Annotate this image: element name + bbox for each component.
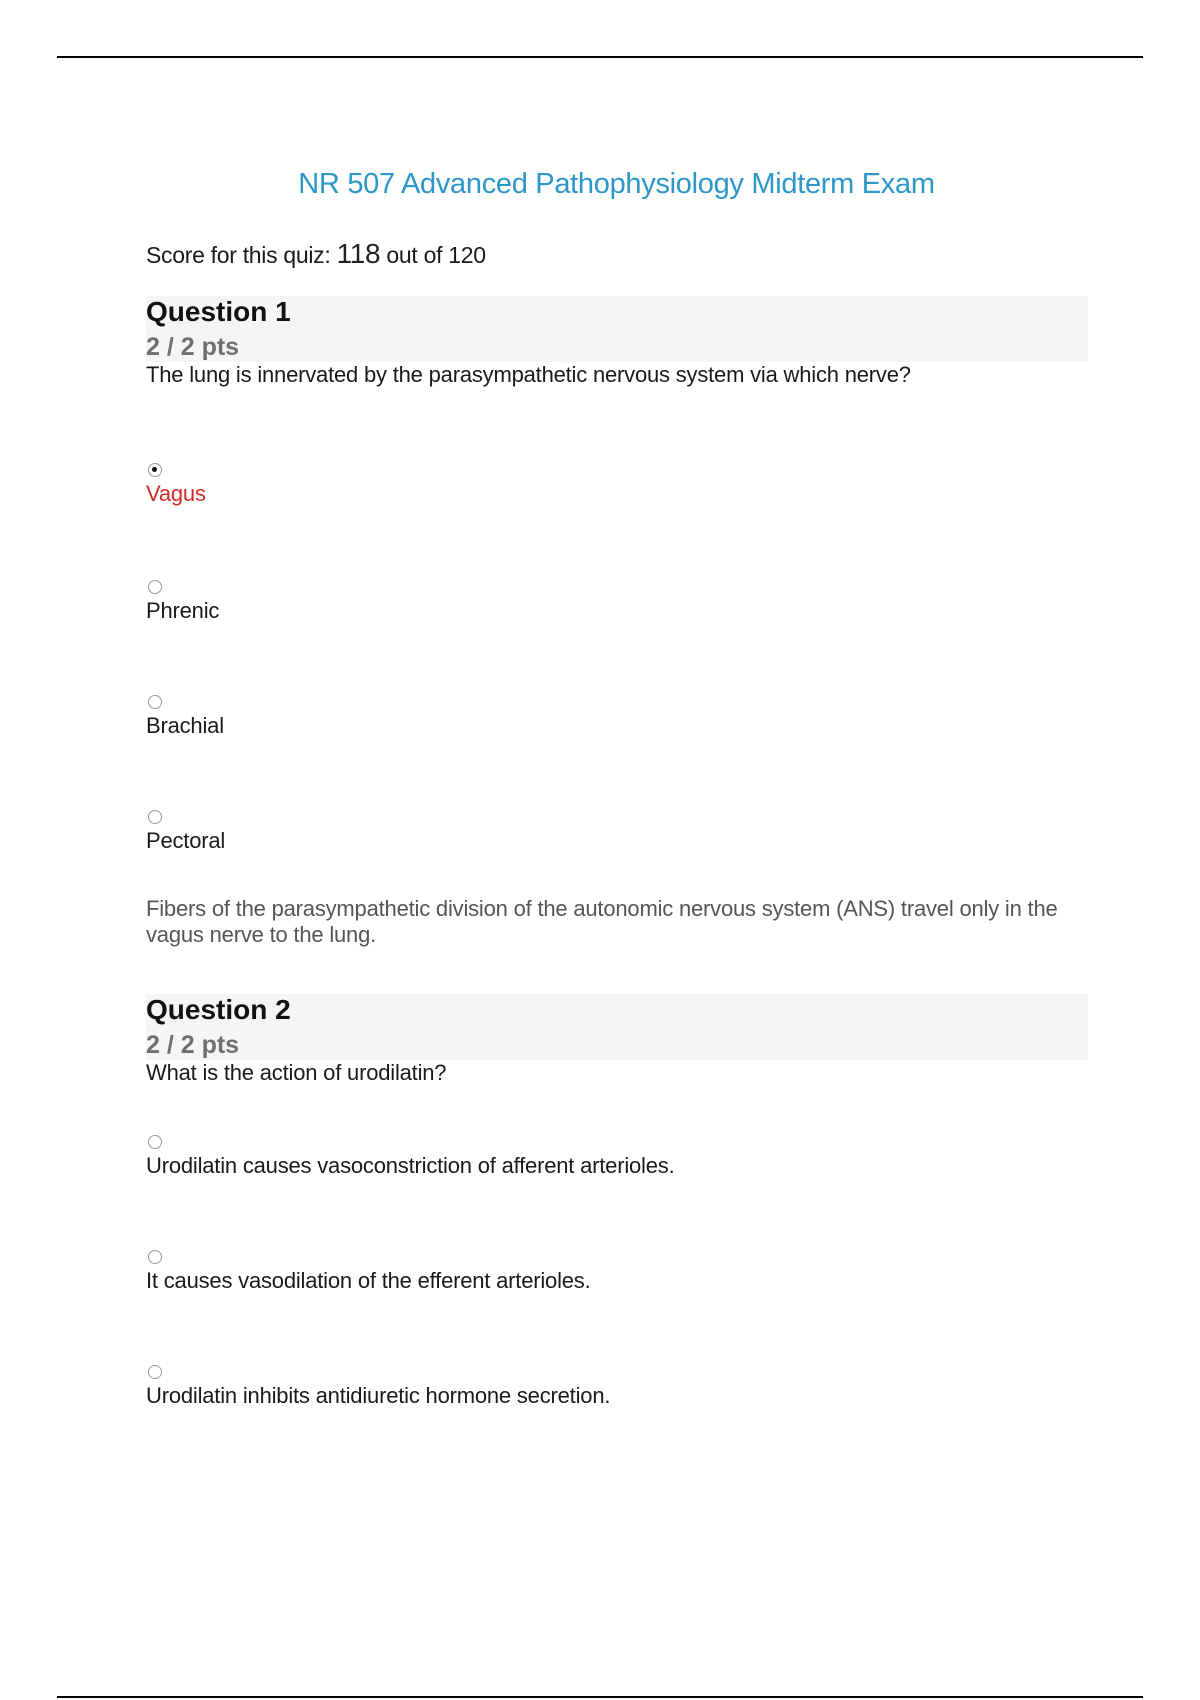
score-suffix: out of 120	[386, 242, 486, 268]
question-2-points: 2 / 2 pts	[146, 1031, 240, 1059]
page-title: NR 507 Advanced Pathophysiology Midterm Exam	[298, 168, 935, 200]
answer-label-pectoral: Pectoral	[146, 828, 226, 853]
answer-label-q2-c: Urodilatin inhibits antidiuretic hormone secretion.	[146, 1383, 611, 1408]
score-value: 118	[336, 238, 381, 269]
answer-radio-pectoral[interactable]	[148, 810, 162, 824]
answer-radio-q2-a[interactable]	[148, 1135, 162, 1149]
question-1-text: The lung is innervated by the parasympathetic nervous system via which nerve?	[146, 362, 911, 387]
answer-label-brachial: Brachial	[146, 713, 224, 738]
question-2-title: Question 2	[146, 994, 291, 1025]
answer-radio-vagus[interactable]	[148, 463, 162, 477]
bottom-rule	[57, 1696, 1143, 1698]
answer-label-q2-a: Urodilatin causes vasoconstriction of afferent arterioles.	[146, 1153, 675, 1178]
answer-radio-q2-c[interactable]	[148, 1365, 162, 1379]
question-1-title: Question 1	[146, 296, 291, 327]
answer-label-q2-b: It causes vasodilation of the efferent arterioles.	[146, 1268, 591, 1293]
question-1-points: 2 / 2 pts	[146, 333, 240, 361]
score-label: Score for this quiz:	[146, 242, 331, 268]
question-2-text: What is the action of urodilatin?	[146, 1060, 447, 1085]
top-rule	[57, 56, 1143, 58]
answer-radio-brachial[interactable]	[148, 695, 162, 709]
answer-radio-phrenic[interactable]	[148, 580, 162, 594]
question-1-feedback: Fibers of the parasympathetic division of the autonomic nervous system (ANS) travel only in the vagus nerve to the lung.	[146, 896, 1058, 947]
quiz-score	[146, 238, 486, 270]
answer-label-phrenic: Phrenic	[146, 598, 220, 623]
answer-radio-q2-b[interactable]	[148, 1250, 162, 1264]
answer-label-vagus: Vagus	[146, 481, 206, 506]
